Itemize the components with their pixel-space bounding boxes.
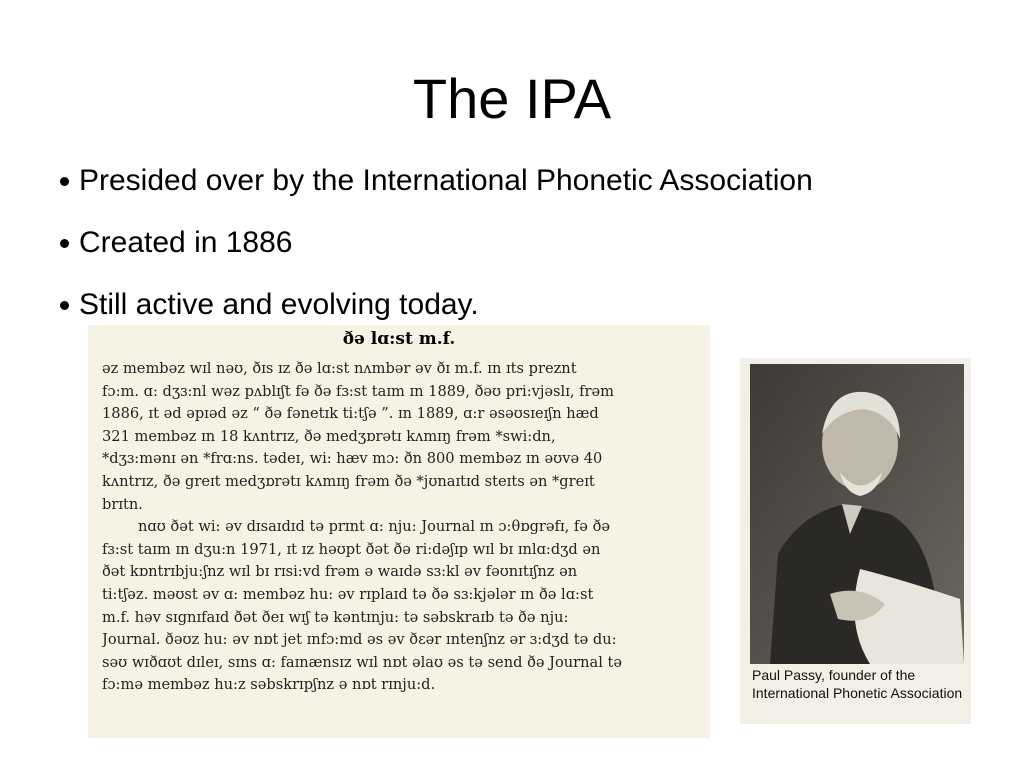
scan-line: fɔ:mə membəz hu:z səbskrɪpʃnz ə nɒt rɪnju:d.	[102, 676, 436, 694]
scan-line: 1886, ɪt əd əpɪəd əz “ ðə fənetɪk ti:tʃə ”. ɪn 1889, ɑ:r əsəʊsɪeɪʃn hæd	[102, 405, 599, 423]
scan-heading: ðə lɑ:st m.f.	[342, 329, 456, 349]
scan-line: *dʒɜ:mənɪ ən *frɑ:ns. tədeɪ, wi: hæv mɔ: ðn 800 membəz ɪn əʊvə 40	[102, 450, 603, 468]
scan-line: 321 membəz ɪn 18 kʌntrɪz, ðə medʒɒrətɪ kʌmɪŋ frəm *swi:dn,	[102, 427, 556, 445]
scan-line: kʌntrɪz, ðə greɪt medʒɒrətɪ kʌmɪŋ frəm ðə *jʊnaɪtɪd steɪts ən *greɪt	[102, 472, 595, 490]
portrait-caption: Paul Passy, founder of the International Phonetic Association	[752, 667, 963, 701]
bullet-text: Presided over by the International Phonetic Association	[79, 164, 813, 197]
portrait-illustration	[750, 364, 964, 664]
portrait-photo	[750, 364, 964, 664]
scan-line: ðət kɒntrɪbju:ʃnz wɪl bɪ rɪsi:vd frəm ə waɪdə sɜ:kl əv fəʊnɪtɪʃnz ən	[102, 563, 578, 581]
bullet-dot-icon	[60, 239, 69, 248]
scan-line: fɜ:st taɪm ɪn dʒu:n 1971, ɪt ɪz həʊpt ðət ðə ri:dəʃɪp wɪl bɪ ɪnlɑ:dʒd ən	[102, 540, 601, 558]
scan-line: səʊ wɪðɑʊt dɪleɪ, sɪns ɑ: faɪnænsɪz wɪl nɒt əlaʊ əs tə send ðə Journal tə	[102, 653, 623, 671]
bullet-text: Still active and evolving today.	[79, 288, 479, 321]
scan-line: əz membəz wɪl nəʊ, ðɪs ɪz ðə lɑ:st nʌmbər əv ðɪ m.f. ɪn ɪts preznt	[102, 360, 577, 377]
portrait-figure	[740, 358, 971, 724]
scan-body	[88, 350, 710, 697]
bullet-text: Created in 1886	[79, 226, 293, 259]
scan-line: Journal. ðəʊz hu: əv nɒt jet ɪnfɔ:md əs əv ðɛər ɪntenʃnz ər ɜ:dʒd tə du:	[102, 631, 617, 649]
scan-line: ti:tʃəz. məʊst əv ɑ: membəz hu: əv rɪplaɪd tə ðə sɜ:kjələr ɪn ðə lɑ:st	[102, 585, 594, 603]
scan-line: brɪtn.	[102, 495, 143, 513]
scanned-ipa-text	[88, 325, 710, 738]
slide-title: The IPA	[412, 67, 612, 130]
bullet-dot-icon	[60, 301, 69, 310]
scan-line: fɔ:m. ɑ: dʒɜ:nl wəz pʌblɪʃt fə ðə fɜ:st taɪm ɪn 1889, ðəʊ pri:vjəslɪ, frəm	[102, 382, 614, 400]
scan-line: m.f. həv sɪgnɪfaɪd ðət ðeɪ wɪʃ tə kəntɪnju: tə səbskraɪb tə ðə nju:	[102, 608, 569, 626]
scan-line: nɑʊ ðət wi: əv dɪsaɪdɪd tə prɪnt ɑ: nju: Journal ɪn ɔ:θɒgrəfɪ, fə ðə	[138, 518, 610, 536]
bullet-dot-icon	[60, 177, 69, 186]
bullet-item	[60, 150, 813, 212]
bullet-item	[60, 212, 813, 274]
bullet-list	[60, 150, 813, 336]
